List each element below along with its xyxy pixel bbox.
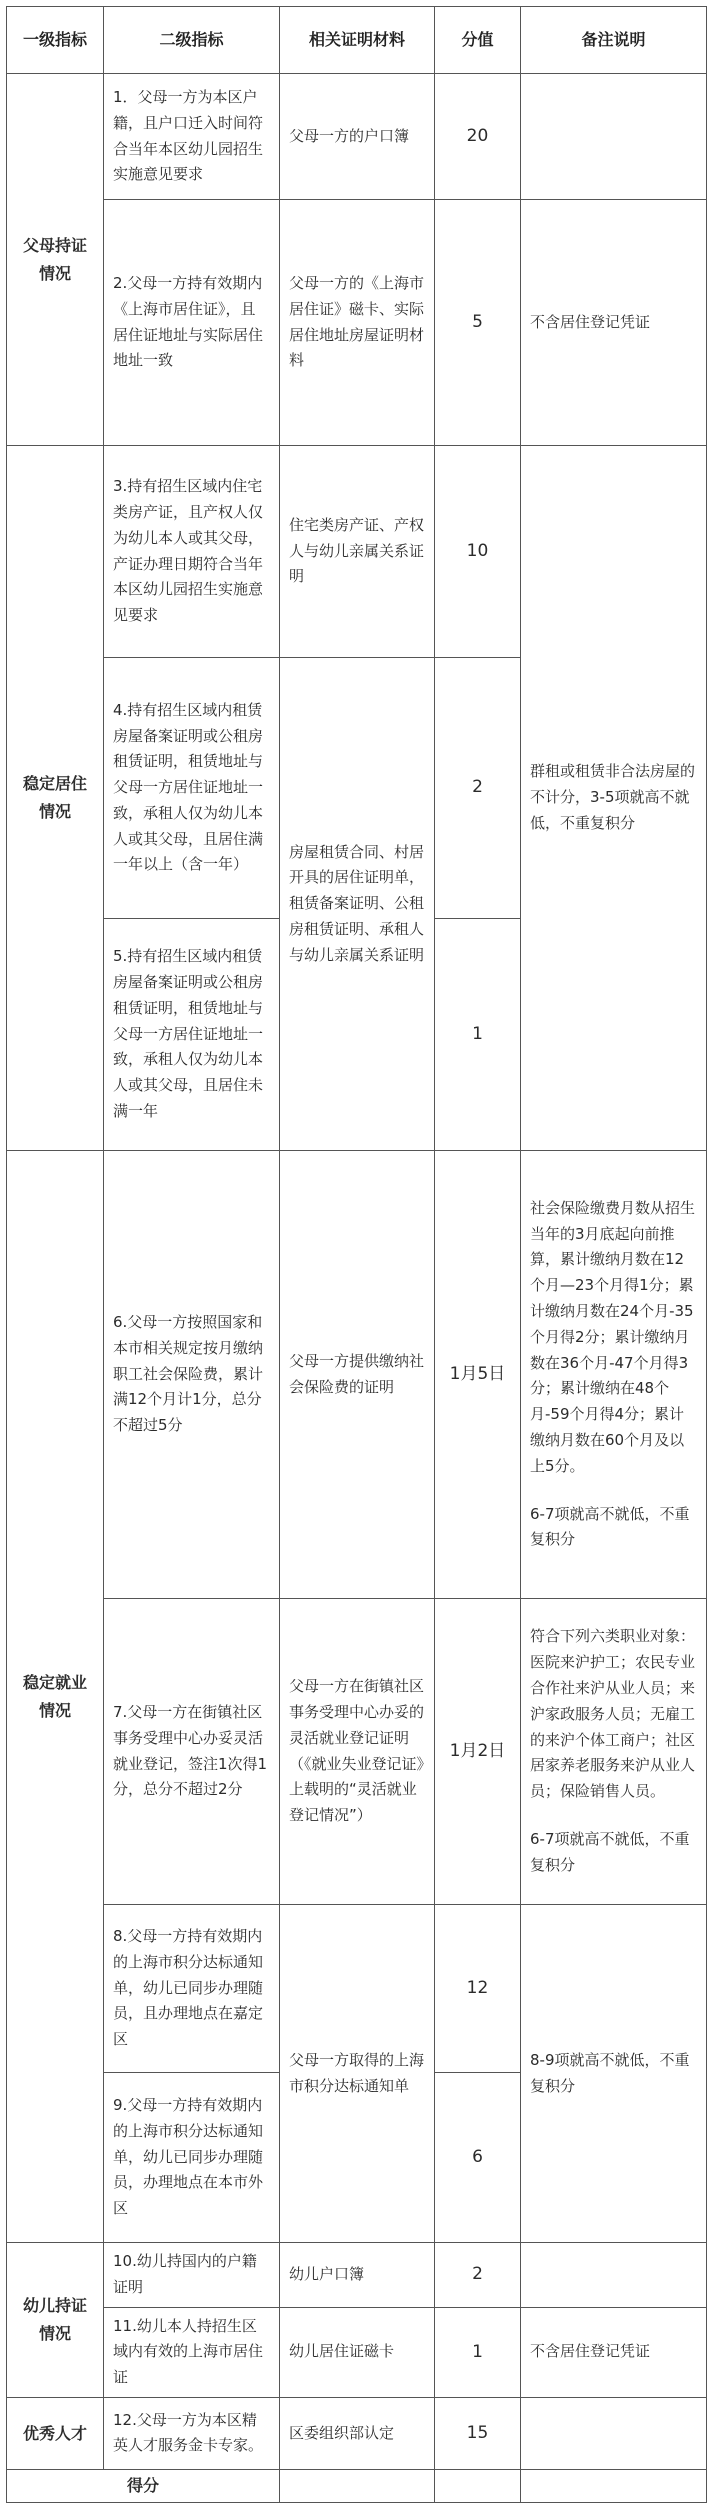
score-value: 20 (435, 74, 521, 200)
category-employment: 稳定就业情况 (7, 1151, 104, 2243)
header-proof: 相关证明材料 (280, 7, 435, 74)
score-value: 1月2日 (435, 1599, 521, 1905)
proof-text: 住宅类房产证、产权人与幼儿亲属关系证明 (280, 446, 435, 658)
item-text: 5.持有招生区域内租赁房屋备案证明或公租房租赁证明，租赁地址与父母一方居住证地址一致，承租人仅为幼儿本人或其父母，且居住未满一年 (104, 919, 280, 1151)
item-text: 11.幼儿本人持招生区域内有效的上海市居住证 (104, 2307, 280, 2397)
total-row (7, 2469, 707, 2502)
item-text: 2.父母一方持有效期内《上海市居住证》，且居住证地址与实际居住地址一致 (104, 200, 280, 446)
category-residence: 稳定居住情况 (7, 446, 104, 1151)
item-text: 1．父母一方为本区户籍，且户口迁入时间符合当年本区幼儿园招生实施意见要求 (104, 74, 280, 200)
note-text (521, 74, 707, 200)
proof-text: 父母一方的《上海市居住证》磁卡、实际居住地址房屋证明材料 (280, 200, 435, 446)
score-value: 5 (435, 200, 521, 446)
score-value: 10 (435, 446, 521, 658)
total-proof-cell (280, 2469, 435, 2502)
proof-text: 幼儿居住证磁卡 (280, 2307, 435, 2397)
table-row (7, 1151, 707, 1599)
item-text: 6.父母一方按照国家和本市相关规定按月缴纳职工社会保险费，累计满12个月计1分，总分不超过5分 (104, 1151, 280, 1599)
header-level2: 二级指标 (104, 7, 280, 74)
header-row (7, 7, 707, 74)
score-value: 2 (435, 2243, 521, 2308)
table-row (7, 74, 707, 200)
note-six-occupations: 符合下列六类职业对象：医院来沪护工；农民专业合作社来沪从业人员；来沪家政服务人员；无雇工的来沪个体工商户；社区居家养老服务来沪从业人员；保险销售人员。 (530, 1627, 696, 1801)
item-text: 10.幼儿持国内的户籍证明 (104, 2243, 280, 2308)
note-social-insurance: 社会保险缴费月数从招生当年的3月底起向前推算，累计缴纳月数在12个月—23个月得1分；累计缴纳月数在24个月-35个月得2分；累计缴纳月数在36个月-47个月得3分；累计缴纳在48个月-59个月得4分；累计缴纳月数在60个月及以上5分。 (530, 1198, 696, 1475)
proof-text: 区委组织部认定 (280, 2397, 435, 2469)
score-value: 12 (435, 1905, 521, 2073)
item-text: 9.父母一方持有效期内的上海市积分达标通知单，幼儿已同步办理随员，办理地点在本市外区 (104, 2073, 280, 2243)
note-text (521, 2397, 707, 2469)
proof-text: 父母一方提供缴纳社会保险费的证明 (280, 1151, 435, 1599)
item-text: 7.父母一方在街镇社区事务受理中心办妥灵活就业登记，签注1次得1分，总分不超过2分 (104, 1599, 280, 1905)
proof-text: 父母一方取得的上海市积分达标通知单 (280, 1905, 435, 2243)
proof-text: 父母一方在街镇社区事务受理中心办妥的灵活就业登记证明（《就业失业登记证》上载明的“灵活就业登记情况”） (280, 1599, 435, 1905)
proof-text: 房屋租赁合同、村居开具的居住证明单，租赁备案证明、公租房租赁证明、承租人与幼儿亲属关系证明 (280, 658, 435, 1151)
category-child: 幼儿持证情况 (7, 2243, 104, 2398)
score-value: 15 (435, 2397, 521, 2469)
item-text: 8.父母一方持有效期内的上海市积分达标通知单，幼儿已同步办理随员，且办理地点在嘉定区 (104, 1905, 280, 2073)
table-row (7, 2307, 707, 2397)
total-note-cell (521, 2469, 707, 2502)
total-score-cell (435, 2469, 521, 2502)
table-row (7, 2397, 707, 2469)
note-text: 8-9项就高不就低，不重复积分 (521, 1905, 707, 2243)
proof-text: 父母一方的户口簿 (280, 74, 435, 200)
table-row (7, 200, 707, 446)
total-label: 得分 (7, 2469, 280, 2502)
score-value: 1 (435, 919, 521, 1151)
item-text: 3.持有招生区域内住宅类房产证，且产权人仅为幼儿本人或其父母，产证办理日期符合当年本区幼儿园招生实施意见要求 (104, 446, 280, 658)
item-text: 12.父母一方为本区精英人才服务金卡专家。 (104, 2397, 280, 2469)
score-value: 1 (435, 2307, 521, 2397)
note-text: 不含居住登记凭证 (521, 200, 707, 446)
proof-text: 幼儿户口簿 (280, 2243, 435, 2308)
table-row (7, 2243, 707, 2308)
table-row (7, 446, 707, 658)
table-row (7, 1905, 707, 2073)
note-text (521, 2243, 707, 2308)
note-6-7-repeat: 6-7项就高不就低，不重复积分 (530, 1829, 690, 1874)
header-note: 备注说明 (521, 7, 707, 74)
note-text: 群租或租赁非合法房屋的不计分，3-5项就高不就低，不重复积分 (521, 446, 707, 1151)
note-text (521, 1151, 707, 1599)
header-level1: 一级指标 (7, 7, 104, 74)
category-talent: 优秀人才 (7, 2397, 104, 2469)
header-score: 分值 (435, 7, 521, 74)
note-text: 不含居住登记凭证 (521, 2307, 707, 2397)
item-text: 4.持有招生区域内租赁房屋备案证明或公租房租赁证明，租赁地址与父母一方居住证地址一致，承租人仅为幼儿本人或其父母，且居住满一年以上（含一年） (104, 658, 280, 919)
score-value: 6 (435, 2073, 521, 2243)
note-6-7: 6-7项就高不就低，不重复积分 (530, 1504, 690, 1549)
category-parents: 父母持证情况 (7, 74, 104, 446)
score-value: 2 (435, 658, 521, 919)
score-value: 1月5日 (435, 1151, 521, 1599)
note-text (521, 1599, 707, 1905)
admission-points-table (6, 6, 707, 2503)
table-row (7, 1599, 707, 1905)
